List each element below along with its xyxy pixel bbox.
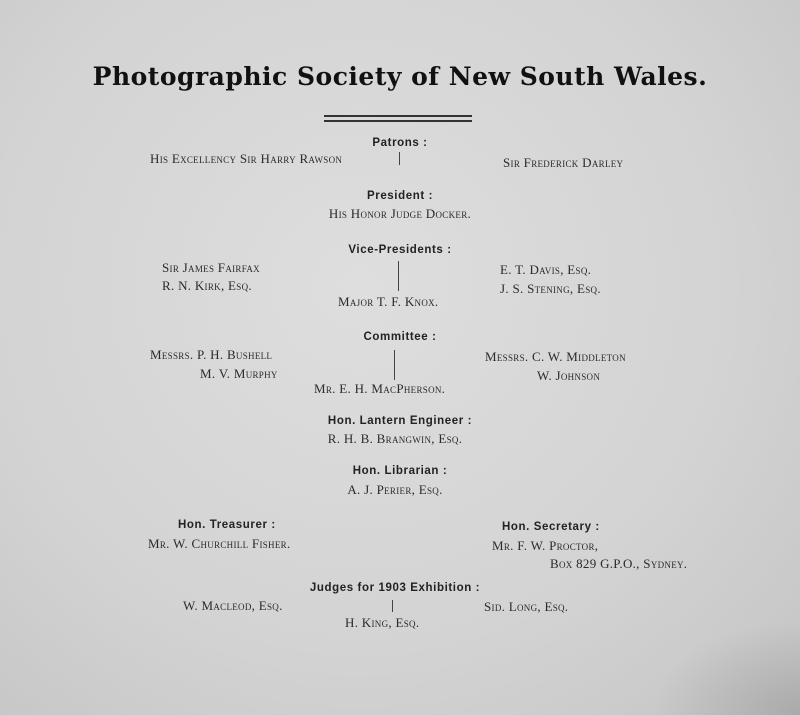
page-title: Photographic Society of New South Wales. [92, 62, 708, 91]
vice-president-right-2: J. S. Stening, Esq. [500, 281, 601, 296]
committee-heading: Committee : [363, 331, 437, 343]
treasurer-heading: Hon. Treasurer : [178, 519, 276, 531]
committee-right-2: W. Johnson [537, 368, 601, 383]
patrons-divider [399, 152, 400, 165]
title-rule-top [324, 115, 472, 117]
page-corner-shadow [650, 620, 800, 715]
patron-right: Sir Frederick Darley [503, 155, 624, 170]
secretary-address: Box 829 G.P.O., Sydney. [550, 556, 688, 571]
vice-presidents-divider [398, 261, 399, 291]
vice-president-left-1: Sir James Fairfax [162, 260, 260, 275]
judge-right: Sid. Long, Esq. [484, 599, 569, 614]
vice-president-center: Major T. F. Knox. [338, 294, 439, 309]
vice-president-right-1: E. T. Davis, Esq. [500, 262, 592, 277]
lantern-engineer-name: R. H. B. Brangwin, Esq. [327, 431, 463, 446]
secretary-heading: Hon. Secretary : [502, 521, 600, 533]
committee-center: Mr. E. H. MacPherson. [314, 381, 446, 396]
judge-center: H. King, Esq. [345, 615, 420, 630]
committee-left-2: M. V. Murphy [200, 366, 278, 381]
secretary-name: Mr. F. W. Proctor, [492, 538, 599, 553]
judges-divider [392, 600, 393, 612]
vice-presidents-heading: Vice-Presidents : [348, 244, 452, 256]
committee-left-1: Messrs. P. H. Bushell [150, 347, 273, 362]
lantern-engineer-heading: Hon. Lantern Engineer : [327, 415, 473, 427]
vice-president-left-2: R. N. Kirk, Esq. [162, 278, 252, 293]
librarian-name: A. J. Perier, Esq. [347, 482, 443, 497]
patrons-heading: Patrons : [372, 137, 428, 149]
judges-heading: Judges for 1903 Exhibition : [309, 582, 481, 594]
treasurer-name: Mr. W. Churchill Fisher. [148, 536, 291, 551]
judge-left: W. Macleod, Esq. [183, 598, 283, 613]
president-name: His Honor Judge Docker. [328, 206, 472, 221]
patron-left: His Excellency Sir Harry Rawson [150, 151, 343, 166]
title-rule-bottom [324, 120, 472, 122]
librarian-heading: Hon. Librarian : [352, 465, 448, 477]
committee-right-1: Messrs. C. W. Middleton [485, 349, 626, 364]
president-heading: President : [366, 190, 434, 202]
committee-divider [394, 350, 395, 380]
